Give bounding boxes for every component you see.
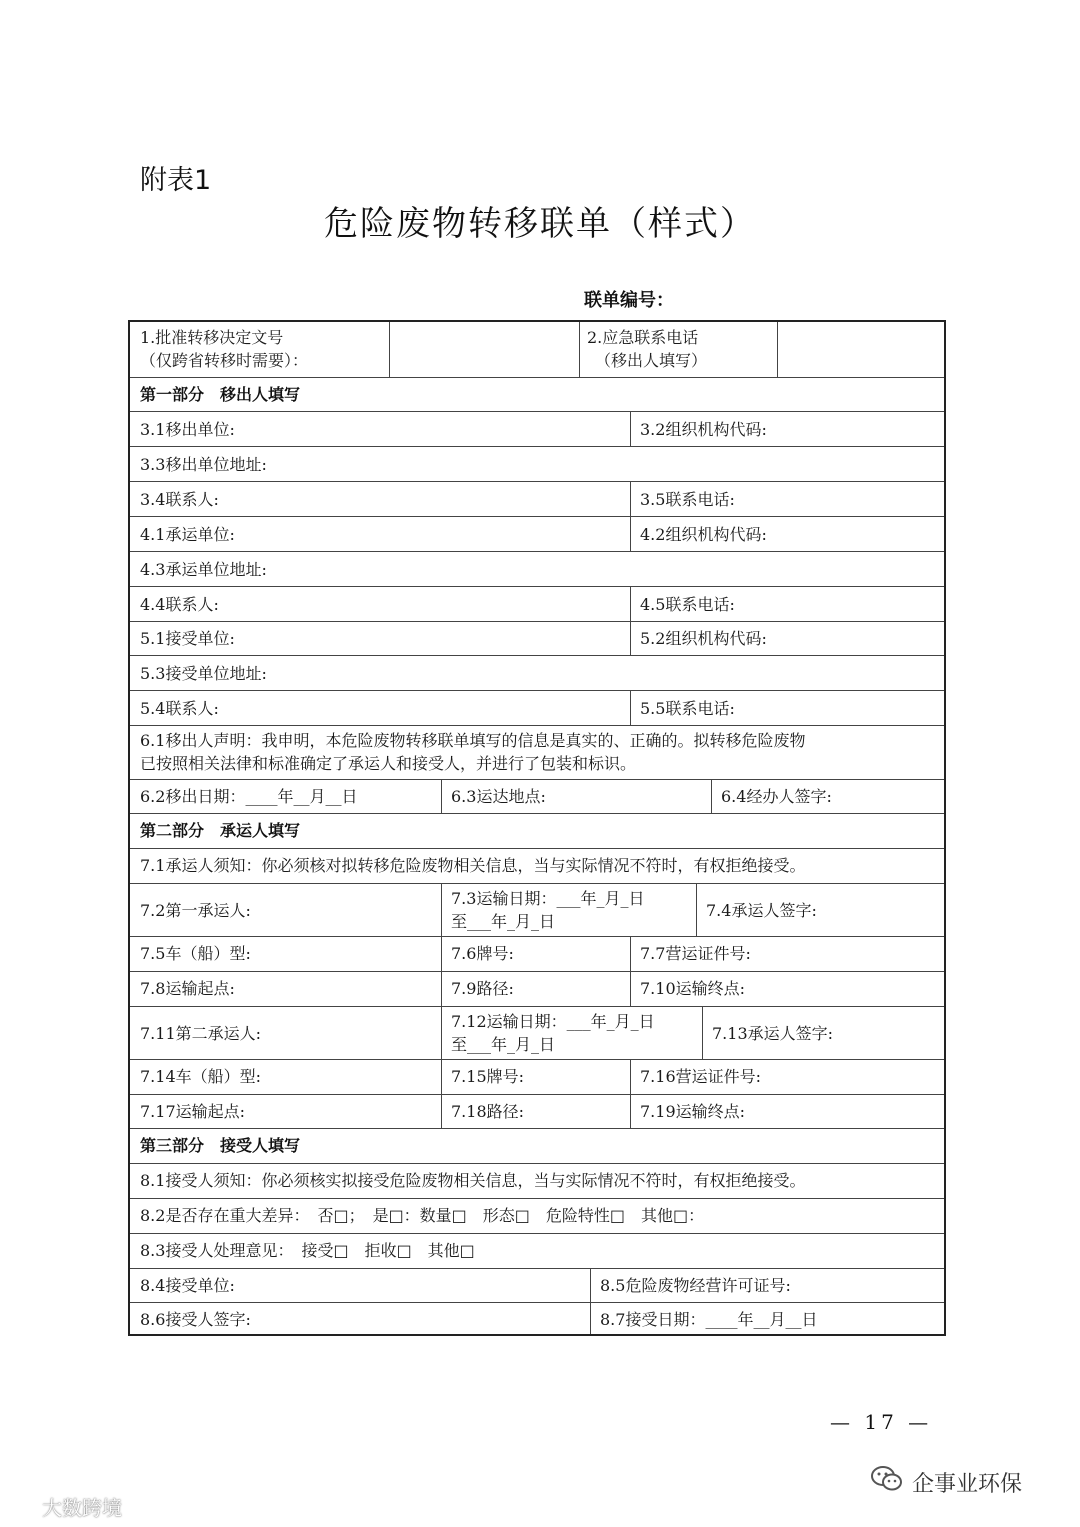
col-divider xyxy=(630,1059,631,1128)
field-8-4-receiver-unit[interactable]: 8.4接受单位: xyxy=(140,1276,235,1295)
row-divider xyxy=(130,690,944,691)
field-7-19-destination[interactable]: 7.19运输终点: xyxy=(640,1102,746,1121)
field-4-4-contact[interactable]: 4.4联系人: xyxy=(140,595,219,614)
col-divider xyxy=(696,883,697,936)
field-7-11-second-carrier[interactable]: 7.11第二承运人: xyxy=(140,1024,262,1043)
col-divider xyxy=(630,481,631,516)
section-part-2-heading: 第二部分 承运人填写 xyxy=(140,821,301,840)
watermark xyxy=(6,1492,122,1521)
col-divider xyxy=(441,1006,442,1059)
field-6-4-handler-signature[interactable]: 6.4经办人签字: xyxy=(721,787,832,806)
col-divider xyxy=(441,779,442,813)
row-divider xyxy=(130,779,944,780)
field-4-5-phone[interactable]: 4.5联系电话: xyxy=(640,595,735,614)
weibo-icon xyxy=(6,1493,36,1520)
field-8-3-handling-opinion-checkboxes[interactable]: 8.3接受人处理意见： 接受□ 拒收□ 其他□ xyxy=(140,1241,475,1260)
col-divider xyxy=(630,411,631,446)
row-divider xyxy=(130,377,944,378)
emergency-phone-field[interactable] xyxy=(780,324,942,375)
row-divider xyxy=(130,725,944,726)
field-7-14-vehicle-type[interactable]: 7.14车（船）型: xyxy=(140,1067,262,1086)
transfer-form xyxy=(128,320,946,1336)
field-5-3-receiver-address[interactable]: 5.3接受单位地址: xyxy=(140,664,267,683)
field-8-5-license-number[interactable]: 8.5危险废物经营许可证号: xyxy=(600,1276,791,1295)
emergency-phone-label: 2.应急联系电话 xyxy=(587,328,699,347)
row-divider xyxy=(130,813,944,814)
field-7-10-destination[interactable]: 7.10运输终点: xyxy=(640,979,746,998)
shipper-declaration-line-1: 6.1移出人声明：我申明，本危险废物转移联单填写的信息是真实的、正确的。拟转移危险废物 xyxy=(140,731,806,750)
row-divider xyxy=(130,586,944,587)
field-3-1-shipper-unit[interactable]: 3.1移出单位: xyxy=(140,420,235,439)
field-7-2-first-carrier[interactable]: 7.2第一承运人: xyxy=(140,901,251,920)
page-number: — 17 — xyxy=(830,1410,933,1434)
field-6-3-destination[interactable]: 6.3运达地点: xyxy=(451,787,546,806)
col-divider xyxy=(441,936,442,1006)
row-divider xyxy=(130,971,944,972)
field-3-4-contact[interactable]: 3.4联系人: xyxy=(140,490,219,509)
row-divider xyxy=(130,936,944,937)
field-7-18-route[interactable]: 7.18路径: xyxy=(451,1102,525,1121)
emergency-phone-note: （移出人填写） xyxy=(595,351,708,370)
section-part-1-heading: 第一部分 移出人填写 xyxy=(140,385,301,404)
section-part-3-heading: 第三部分 接受人填写 xyxy=(140,1136,301,1155)
field-7-8-origin[interactable]: 7.8运输起点: xyxy=(140,979,235,998)
col-divider xyxy=(630,690,631,725)
watermark-text: 大数跨境 xyxy=(42,1496,122,1520)
serial-number-label: 联单编号： xyxy=(584,290,674,311)
field-7-6-plate[interactable]: 7.6牌号: xyxy=(451,944,514,963)
col-divider xyxy=(711,779,712,813)
field-4-1-carrier-unit[interactable]: 4.1承运单位: xyxy=(140,525,235,544)
row-divider xyxy=(130,621,944,622)
field-7-3-transport-date-from[interactable]: 7.3运输日期：___年_月_日 xyxy=(451,889,645,908)
col-divider xyxy=(389,322,390,377)
field-7-12-transport-date-from[interactable]: 7.12运输日期：___年_月_日 xyxy=(451,1012,655,1031)
row-divider xyxy=(130,1198,944,1199)
row-divider xyxy=(130,1163,944,1164)
document-title: 危险废物转移联单（样式） xyxy=(324,204,756,244)
row-divider xyxy=(130,848,944,849)
field-8-6-receiver-signature[interactable]: 8.6接受人签字: xyxy=(140,1310,251,1329)
row-divider xyxy=(130,411,944,412)
receiver-notice: 8.1接受人须知：你必须核实拟接受危险废物相关信息，当与实际情况不符时，有权拒绝接受。 xyxy=(140,1171,806,1190)
row-divider xyxy=(130,516,944,517)
field-7-13-carrier-signature[interactable]: 7.13承运人签字: xyxy=(712,1024,834,1043)
field-5-1-receiver-unit[interactable]: 5.1接受单位: xyxy=(140,629,235,648)
wechat-icon xyxy=(870,1465,904,1499)
field-3-2-org-code[interactable]: 3.2组织机构代码: xyxy=(640,420,767,439)
field-4-3-carrier-address[interactable]: 4.3承运单位地址: xyxy=(140,560,267,579)
field-6-2-ship-date[interactable]: 6.2移出日期：____年__月__日 xyxy=(140,787,358,806)
approval-doc-number-note: （仅跨省转移时需要）： xyxy=(140,351,309,370)
field-7-16-permit-number[interactable]: 7.16营运证件号: xyxy=(640,1067,762,1086)
col-divider xyxy=(630,586,631,621)
col-divider xyxy=(630,936,631,1006)
row-divider xyxy=(130,1059,944,1060)
row-divider xyxy=(130,1302,944,1303)
approval-doc-number-label: 1.批准转移决定文号 xyxy=(140,328,284,347)
col-divider xyxy=(630,516,631,551)
row-divider xyxy=(130,1268,944,1269)
field-5-5-phone[interactable]: 5.5联系电话: xyxy=(640,699,735,718)
field-8-2-discrepancy-checkboxes[interactable]: 8.2是否存在重大差异： 否□； 是□：数量□ 形态□ 危险特性□ 其他□： xyxy=(140,1206,705,1225)
field-7-9-route[interactable]: 7.9路径: xyxy=(451,979,514,998)
row-divider xyxy=(130,1006,944,1007)
field-7-4-carrier-signature[interactable]: 7.4承运人签字: xyxy=(706,901,817,920)
brand-badge xyxy=(870,1465,1022,1499)
field-7-3-transport-date-to[interactable]: 至___年_月_日 xyxy=(451,912,556,931)
row-divider xyxy=(130,883,944,884)
row-divider xyxy=(130,1233,944,1234)
field-4-2-org-code[interactable]: 4.2组织机构代码: xyxy=(640,525,767,544)
row-divider xyxy=(130,446,944,447)
col-divider xyxy=(702,1006,703,1059)
field-5-4-contact[interactable]: 5.4联系人: xyxy=(140,699,219,718)
row-divider xyxy=(130,481,944,482)
field-8-7-receipt-date[interactable]: 8.7接受日期：____年__月__日 xyxy=(600,1310,818,1329)
col-divider xyxy=(590,1268,591,1334)
field-3-3-shipper-address[interactable]: 3.3移出单位地址: xyxy=(140,455,267,474)
col-divider xyxy=(630,621,631,655)
col-divider xyxy=(777,322,778,377)
col-divider xyxy=(579,322,580,377)
field-7-5-vehicle-type[interactable]: 7.5车（船）型: xyxy=(140,944,251,963)
brand-name: 企事业环保 xyxy=(912,1471,1023,1497)
row-divider xyxy=(130,655,944,656)
field-7-17-origin[interactable]: 7.17运输起点: xyxy=(140,1102,246,1121)
carrier-notice: 7.1承运人须知：你必须核对拟转移危险废物相关信息，当与实际情况不符时，有权拒绝接受。 xyxy=(140,856,806,875)
col-divider xyxy=(441,883,442,936)
field-5-2-org-code[interactable]: 5.2组织机构代码: xyxy=(640,629,767,648)
field-7-15-plate[interactable]: 7.15牌号: xyxy=(451,1067,525,1086)
row-divider xyxy=(130,551,944,552)
col-divider xyxy=(441,1059,442,1128)
field-3-5-phone[interactable]: 3.5联系电话: xyxy=(640,490,735,509)
field-7-12-transport-date-to[interactable]: 至___年_月_日 xyxy=(451,1035,556,1054)
approval-doc-number-field[interactable] xyxy=(392,324,577,375)
row-divider xyxy=(130,1094,944,1095)
row-divider xyxy=(130,1128,944,1129)
field-7-7-permit-number[interactable]: 7.7营运证件号: xyxy=(640,944,751,963)
attachment-label: 附表1 xyxy=(140,165,212,196)
shipper-declaration-line-2: 已按照相关法律和标准确定了承运人和接受人，并进行了包装和标识。 xyxy=(140,754,637,773)
